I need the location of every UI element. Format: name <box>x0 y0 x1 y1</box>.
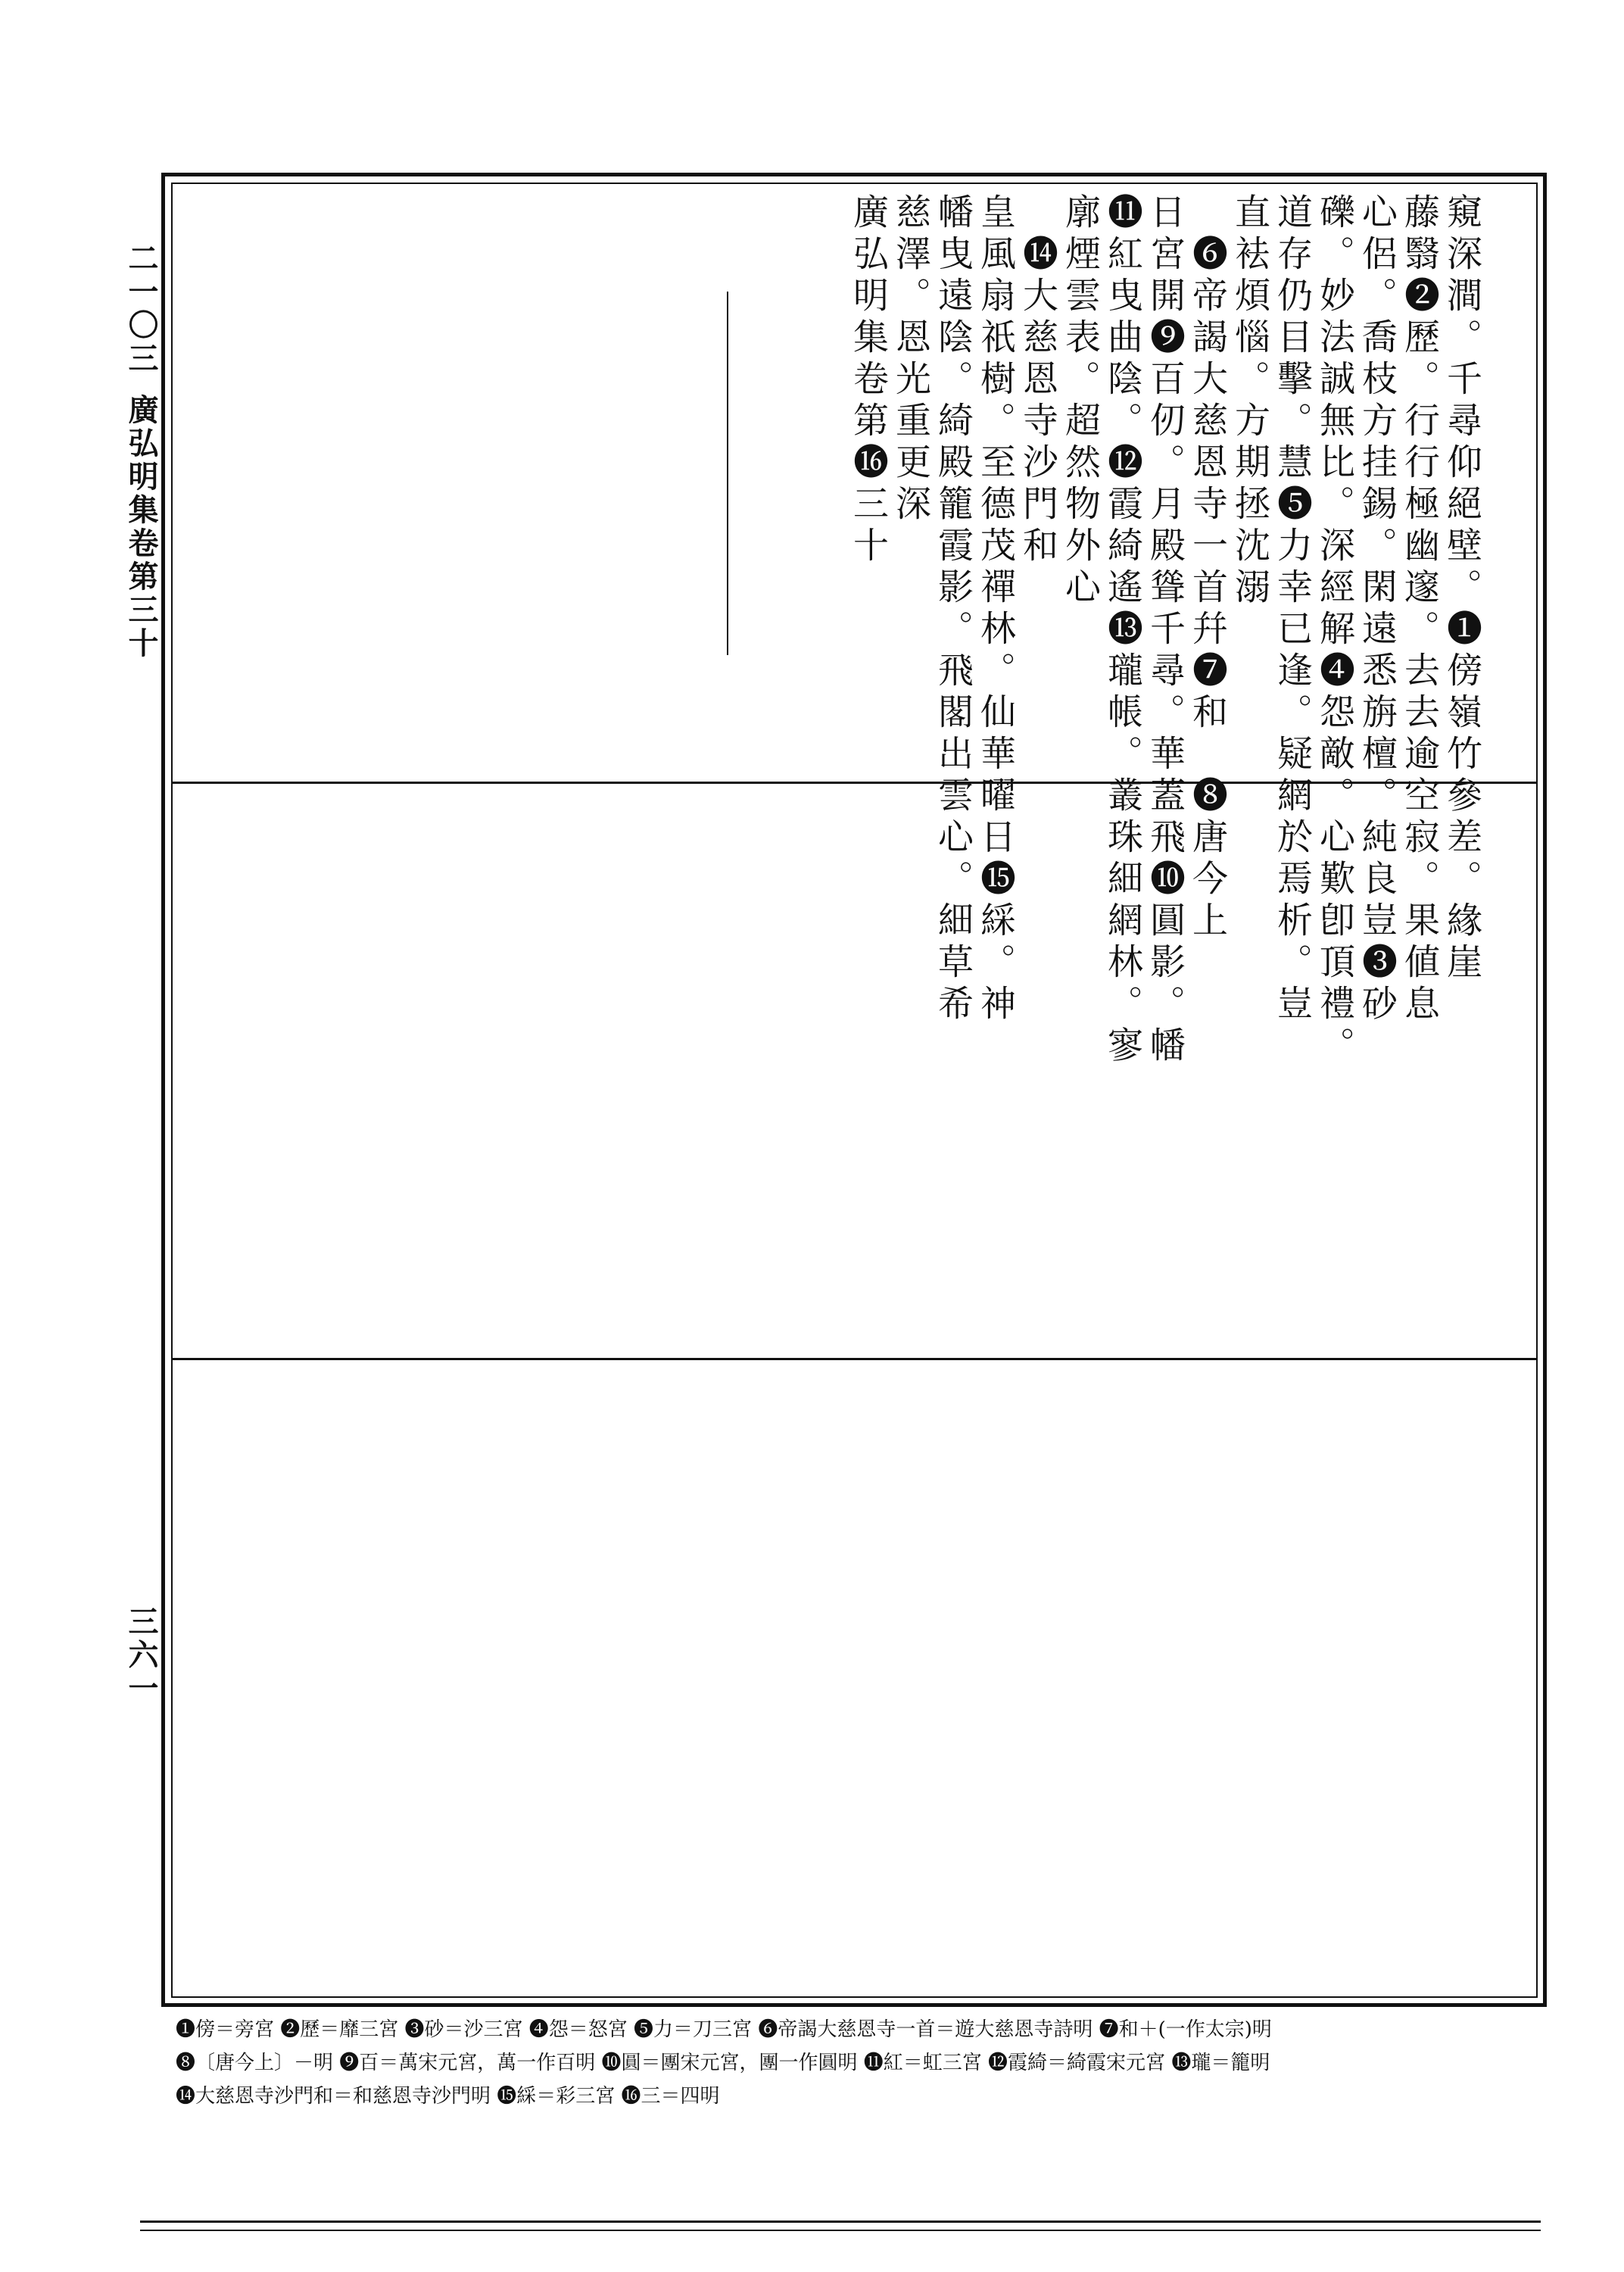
text-column-14: 慈澤。恩光重更深 <box>890 193 931 526</box>
running-title: 廣弘明集卷第三十 <box>123 394 159 660</box>
text-column-3: 心侶。喬枝方挂錫。閑遠悉旃檀。純良豈❸砂 <box>1356 193 1398 1026</box>
text-column-6: 直袪煩惱。方期拯沈溺 <box>1229 193 1270 610</box>
column-end-rule <box>727 292 728 655</box>
folio-number: 三六一 <box>123 1606 159 1706</box>
text-column-7-heading: ❻帝謁大慈恩寺一首幷❼和 ❽唐今上 <box>1186 235 1228 943</box>
text-column-4: 礫。妙法誠無比。深經解❹怨敵。心歎卽頂禮。 <box>1314 193 1355 1068</box>
bottom-rule-2 <box>140 2230 1541 2231</box>
page-number: 二一〇三 <box>123 242 159 376</box>
footnote-line-1: ❶傍＝旁宮 ❷歷＝靡三宮 ❸砂＝沙三宮 ❹怨＝怒宮 ❺力＝刀三宮 ❻帝謁大慈恩寺一首＝遊大慈恩寺詩明 ❼和＋(一作太宗)明 <box>176 2018 1272 2041</box>
text-column-11-heading: ⓮大慈恩寺沙門和 <box>1017 235 1058 568</box>
text-column-10: 廓煙雲表。超然物外心 <box>1059 193 1101 610</box>
text-column-8: 日宮開❾百仞。月殿聳千尋。華蓋飛❿圓影。幡 <box>1144 193 1186 1068</box>
text-column-1: 窺深澗。千尋仰絕壁。❶傍嶺竹參差。緣崖 <box>1441 193 1482 985</box>
footnote-line-3: ⓮大慈恩寺沙門和＝和慈恩寺沙門明 ⓯綵＝彩三宮 ⓰三＝四明 <box>176 2085 720 2108</box>
register-divider-middle <box>173 1358 1537 1360</box>
footnote-line-2: ❽〔唐今上〕－明 ❾百＝萬宋元宮，萬一作百明 ❿圓＝團宋元宮，團一作圓明 ⓫紅＝虹三宮 ⓬霞綺＝綺霞宋元宮 ⓭瓏＝籠明 <box>176 2052 1270 2074</box>
text-column-5: 道存仍目擊。慧❺力幸已逢。疑網於焉析。豈 <box>1271 193 1313 1026</box>
bottom-rule-1 <box>140 2221 1541 2223</box>
text-column-12: 皇風扇祇樹。至德茂禪林。仙華曜日⓯綵。神 <box>974 193 1016 1026</box>
footnotes <box>176 2013 1538 2113</box>
text-column-2: 藤翳❷歷。行行極幽邃。去去逾空寂。果値息 <box>1398 193 1440 1026</box>
text-column-13: 幡曳遠陰。綺殿籠霞影。飛閣出雲心。細草希 <box>932 193 974 1026</box>
text-column-9: ⓫紅曳曲陰。⓬霞綺遙⓭瓏帳。叢珠細網林。寥 <box>1102 193 1143 1068</box>
text-column-15-end-title: 廣弘明集卷第⓰三十 <box>847 193 889 568</box>
